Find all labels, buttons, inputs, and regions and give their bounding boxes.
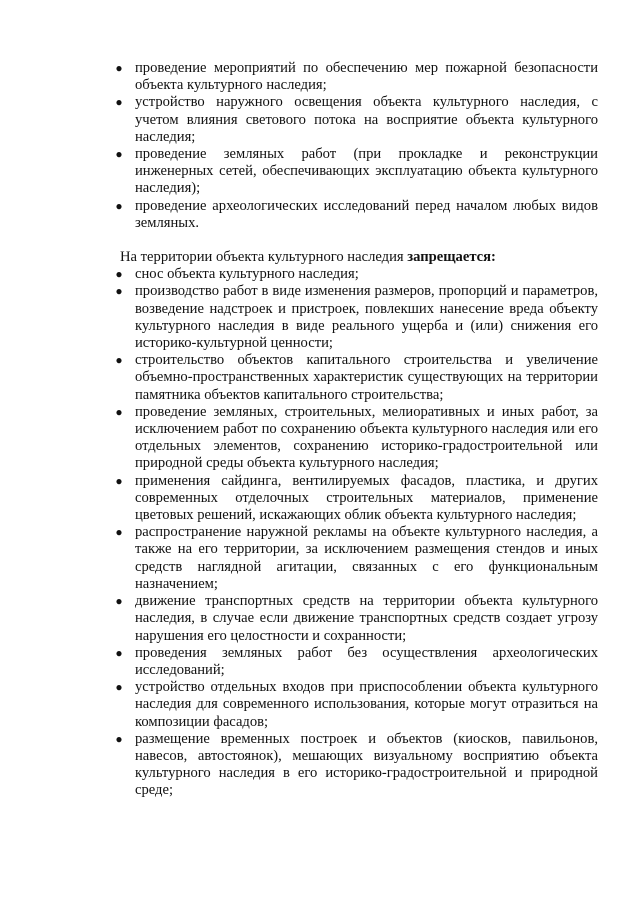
list-item-text: строительство объектов капитального строительства и увеличение объемно-пространственных характеристик существующих на территории памятника объектов капитального строительства; — [135, 352, 598, 403]
bullet-icon: ● — [115, 404, 123, 419]
list-item-text: проведение земляных работ (при прокладке и реконструкции инженерных сетей, обеспечивающих эксплуатацию объекта культурного наследия); — [135, 146, 598, 197]
list-item-text: проведения земляных работ без осуществления археологических исследований; — [135, 644, 598, 678]
bullet-icon: ● — [115, 525, 123, 540]
bullet-icon: ● — [115, 198, 123, 213]
list-item — [108, 731, 598, 800]
list-item — [108, 198, 598, 232]
bullet-icon: ● — [115, 473, 123, 488]
bullet-icon: ● — [115, 95, 123, 110]
list-item — [108, 352, 598, 404]
bullet-icon: ● — [115, 61, 123, 75]
bullet-icon: ● — [115, 267, 123, 282]
list-item-text: применения сайдинга, вентилируемых фасадов, пластика, и других современных отделочных строительных материалов, применение цветовых решений, искажающих облик объекта культурного наследия; — [135, 472, 598, 524]
bullet-icon: ● — [115, 645, 123, 660]
list-item — [108, 645, 598, 679]
intro-bold: запрещается: — [407, 249, 496, 266]
list-item — [108, 404, 598, 473]
prohibited-intro — [108, 249, 598, 266]
list-item — [108, 266, 598, 283]
intro-text: На территории объекта культурного наследия — [120, 249, 408, 266]
bullet-icon: ● — [115, 147, 123, 162]
list-item-text: проведение земляных, строительных, мелиоративных и иных работ, за исключением работ по сохранению объекта культурного наследия или его отдельных элементов, сохранению историко-градостроительной или природной среды объекта культурного наследия; — [135, 403, 598, 472]
list-item-text: движение транспортных средств на территории объекта культурного наследия, в случае если движение транспортных средств создает угрозу нарушения его целостности и сохранности; — [135, 593, 598, 644]
permitted-works-list — [108, 60, 598, 232]
bullet-icon: ● — [115, 731, 123, 746]
list-item-text: снос объекта культурного наследия; — [135, 266, 359, 283]
list-item — [108, 524, 598, 593]
list-item — [108, 593, 598, 645]
list-item — [108, 283, 598, 352]
list-item — [108, 94, 598, 146]
bullet-icon: ● — [115, 680, 123, 695]
list-item-text: размещение временных построек и объектов (киосков, павильонов, навесов, автостоянок), мешающих визуальному восприятию объекта культурного наследия в его историко-градостроительной и природной среде; — [135, 730, 598, 799]
list-item — [108, 60, 598, 94]
list-item — [108, 146, 598, 198]
list-item-text: устройство отдельных входов при приспособлении объекта культурного наследия для современного использования, которые могут отразиться на композиции фасадов; — [135, 679, 598, 730]
list-item — [108, 679, 598, 731]
list-item-text: распространение наружной рекламы на объекте культурного наследия, а также на его территории, за исключением размещения стендов и иных средств наглядной агитации, связанных с его функциональным назначением; — [135, 524, 598, 592]
prohibited-works-list — [108, 266, 598, 799]
bullet-icon: ● — [115, 594, 123, 609]
list-item-text: проведение археологических исследований перед началом любых видов земляных. — [135, 197, 598, 231]
list-item-text: устройство наружного освещения объекта культурного наследия, с учетом влияния светового потока на восприятие объекта культурного наследия; — [135, 94, 598, 145]
bullet-icon: ● — [115, 284, 123, 299]
document-page — [108, 60, 598, 800]
list-item — [108, 473, 598, 525]
bullet-icon: ● — [115, 353, 123, 368]
list-item-text: проведение мероприятий по обеспечению мер пожарной безопасности объекта культурного наследия; — [135, 60, 598, 94]
list-item-text: производство работ в виде изменения размеров, пропорций и параметров, возведение надстроек и пристроек, повлекших нанесение вреда объекту культурного наследия в виде реального ущерба и (или) снижения его историко-культурной ценности; — [135, 283, 598, 352]
